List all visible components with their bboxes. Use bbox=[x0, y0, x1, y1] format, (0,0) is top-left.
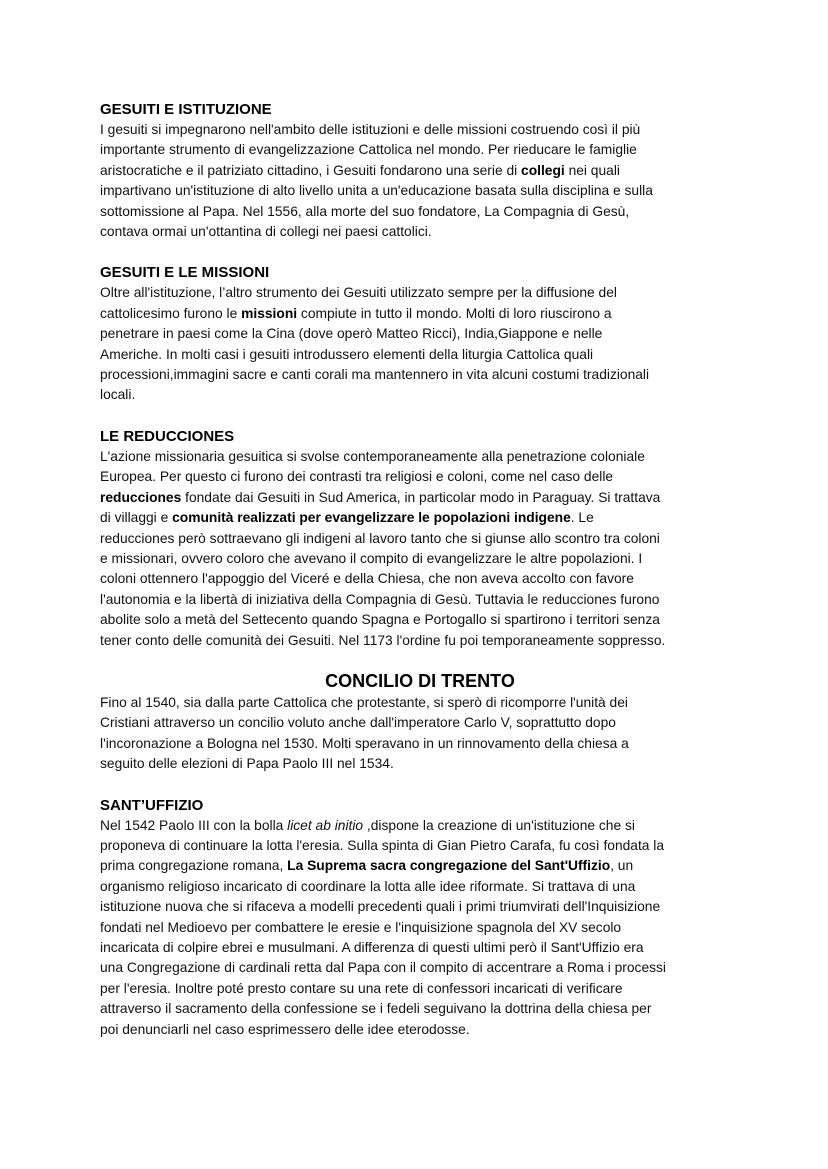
text-run: compiute in tutto il mondo. Molti di loro riuscirono a bbox=[297, 305, 612, 321]
text-run: contava ormai un'ottantina di collegi nei paesi cattolici. bbox=[100, 224, 432, 240]
text-line bbox=[100, 324, 740, 344]
text-line bbox=[100, 120, 740, 140]
text-run: una Congregazione di cardinali retta dal Papa con il compito di accentrare a Roma i processi bbox=[100, 960, 666, 976]
text-line bbox=[100, 816, 740, 836]
text-line bbox=[100, 181, 740, 201]
text-run: prima congregazione romana, bbox=[100, 858, 288, 874]
text-run: Fino al 1540, sia dalla parte Cattolica che protestante, si sperò di ricomporre l'unità dei bbox=[100, 694, 628, 710]
text-run: Oltre all'istituzione, l’altro strumento dei Gesuiti utilizzato sempre per la diffusione del bbox=[100, 285, 617, 301]
text-line bbox=[100, 549, 740, 569]
text-line bbox=[100, 467, 740, 487]
bold-text: comunità realizzati per evangelizzare le popolazioni indigene bbox=[172, 510, 571, 526]
section-gesuiti-missioni bbox=[100, 262, 740, 405]
document-page bbox=[100, 99, 740, 1060]
text-line bbox=[100, 631, 740, 651]
page-title: CONCILIO DI TRENTO bbox=[325, 670, 515, 691]
section-body bbox=[100, 120, 740, 242]
text-run: importante strumento di evangelizzazione Cattolica nel mondo. Per rieducare le famiglie bbox=[100, 142, 637, 158]
text-line bbox=[100, 345, 740, 365]
text-run: istituzione nuova che si rifaceva a modelli precedenti quali i primi triumvirati dell'Inquisizione bbox=[100, 899, 661, 915]
text-line bbox=[100, 447, 740, 467]
text-line bbox=[100, 979, 740, 999]
text-line bbox=[100, 140, 740, 160]
text-line bbox=[100, 958, 740, 978]
text-line bbox=[100, 590, 740, 610]
text-run: locali. bbox=[100, 387, 136, 403]
section-heading: GESUITI E ISTITUZIONE bbox=[100, 101, 272, 118]
text-line bbox=[100, 304, 740, 324]
text-line bbox=[100, 713, 740, 733]
section-reducciones bbox=[100, 426, 740, 651]
text-line bbox=[100, 488, 740, 508]
text-run: di villaggi e bbox=[100, 510, 173, 526]
text-run: organismo religioso incaricato di coordinare la lotta alle idee riformate. Si trattava di una bbox=[100, 878, 636, 894]
text-run: abolite solo a metà del Settecento quando Spagna e Portogallo si spartirono i territori senza bbox=[100, 612, 660, 628]
text-run: , un bbox=[610, 858, 634, 874]
text-run: per l'eresia. Inoltre poté presto contare su una rete di confessori incaricati di verificare bbox=[100, 980, 623, 996]
text-line bbox=[100, 283, 740, 303]
text-line bbox=[100, 836, 740, 856]
text-line bbox=[100, 918, 740, 938]
text-line bbox=[100, 897, 740, 917]
text-line bbox=[100, 365, 740, 385]
text-line bbox=[100, 693, 740, 713]
section-gesuiti-istituzione bbox=[100, 99, 740, 242]
text-run: I gesuiti si impegnarono nell'ambito delle istituzioni e delle missioni costruendo così il più bbox=[100, 122, 641, 137]
text-run: proponeva di continuare la lotta l'eresia. Sulla spinta di Gian Pietro Carafa, fu così fondata la bbox=[100, 837, 665, 853]
text-run: nei quali bbox=[564, 162, 620, 178]
text-run: reducciones però sottraevano gli indigeni al lavoro tanto che si giunse allo scontro tra coloni bbox=[100, 530, 660, 546]
text-run: poi denunciarli nel caso esprimessero delle idee eterodosse. bbox=[100, 1021, 470, 1037]
bold-text: missioni bbox=[241, 305, 298, 321]
text-run: Cristiani attraverso un concilio voluto anche dall'imperatore Carlo V, soprattutto dopo bbox=[100, 715, 616, 731]
text-run: incaricata di colpire ebrei e musulmani. A differenza di questi ultimi però il Sant'Uffizio era bbox=[100, 940, 644, 955]
section-body bbox=[100, 693, 740, 775]
text-line bbox=[100, 1020, 740, 1040]
text-line bbox=[100, 734, 740, 754]
text-run: attraverso il sacramento della confessione se i fedeli seguivano la dottrina della chiesa per bbox=[100, 1001, 652, 1017]
text-run: fondate dai Gesuiti in Sud America, in particolar modo in Paraguay. Si trattava bbox=[181, 489, 661, 505]
section-body bbox=[100, 816, 740, 1040]
text-run: e missionari, ovvero coloro che avevano il compito di evangelizzare le altre popolazioni. I bbox=[100, 550, 643, 566]
text-run: Europea. Per questo ci furono dei contrasti tra religiosi e coloni, come nel caso delle bbox=[100, 469, 614, 485]
text-line bbox=[100, 610, 740, 630]
text-line bbox=[100, 385, 740, 405]
text-run: l'incoronazione a Bologna nel 1530. Molti speravano in un rinnovamento della chiesa a bbox=[100, 735, 629, 751]
text-run: l'autonomia e la libertà di iniziativa della Compagnia di Gesù. Tuttavia le reducciones furono bbox=[100, 591, 660, 607]
text-line bbox=[100, 877, 740, 897]
bold-text: La Suprema sacra congregazione del Sant'Uffizio bbox=[287, 858, 611, 874]
text-line bbox=[100, 161, 740, 181]
section-heading: GESUITI E LE MISSIONI bbox=[100, 264, 270, 282]
text-line bbox=[100, 202, 740, 222]
text-run: seguito delle elezioni di Papa Paolo III nel 1534. bbox=[100, 756, 394, 772]
text-run: impartivano un'istituzione di alto livello unita a un'educazione basata sulla disciplina e sulla bbox=[100, 183, 653, 199]
section-body bbox=[100, 283, 740, 405]
bold-text: reducciones bbox=[100, 489, 182, 505]
text-run: cattolicesimo furono le bbox=[100, 305, 242, 321]
text-run: penetrare in paesi come la Cina (dove operò Matteo Ricci), India,Giappone e nelle bbox=[100, 326, 603, 342]
text-line bbox=[100, 529, 740, 549]
text-line bbox=[100, 999, 740, 1019]
bold-text: collegi bbox=[521, 162, 565, 178]
text-run: sottomissione al Papa. Nel 1556, alla morte del suo fondatore, La Compagnia di Gesù, bbox=[100, 203, 630, 219]
section-concilio-di-trento bbox=[100, 669, 740, 775]
italic-text: licet ab initio bbox=[287, 817, 364, 833]
text-run: . Le bbox=[570, 510, 594, 526]
text-run: aristocratiche e il patriziato cittadino, i Gesuiti fondarono una serie di bbox=[100, 162, 522, 178]
text-line bbox=[100, 856, 740, 876]
text-line bbox=[100, 569, 740, 589]
section-body bbox=[100, 447, 740, 651]
section-heading: LE REDUCCIONES bbox=[100, 427, 235, 445]
text-run: ,dispone la creazione di un'istituzione che si bbox=[363, 817, 635, 833]
text-run: processioni,immagini sacre e canti corali ma mantennero in vita alcuni costumi tradizionali bbox=[100, 367, 650, 383]
text-run: fondati nel Medioevo per combattere le eresie e l'inquisizione spagnola del XV secolo bbox=[100, 919, 622, 935]
text-run: L'azione missionaria gesuitica si svolse contemporaneamente alla penetrazione coloniale bbox=[100, 448, 645, 464]
text-line bbox=[100, 938, 740, 958]
text-run: Nel 1542 Paolo III con la bolla bbox=[100, 817, 288, 833]
section-heading: SANT’UFFIZIO bbox=[100, 796, 204, 814]
text-run: Americhe. In molti casi i gesuiti introdussero elementi della liturgia Cattolica quali bbox=[100, 346, 594, 362]
text-run: coloni ottennero l'appoggio del Viceré e della Chiesa, che non aveva accolto con favore bbox=[100, 571, 634, 587]
text-line bbox=[100, 222, 740, 242]
text-run: tener conto delle comunità dei Gesuiti. Nel 1173 l'ordine fu poi temporaneamente soppresso. bbox=[100, 632, 666, 648]
section-santuffizio bbox=[100, 795, 740, 1040]
text-line bbox=[100, 508, 740, 528]
text-line bbox=[100, 754, 740, 774]
